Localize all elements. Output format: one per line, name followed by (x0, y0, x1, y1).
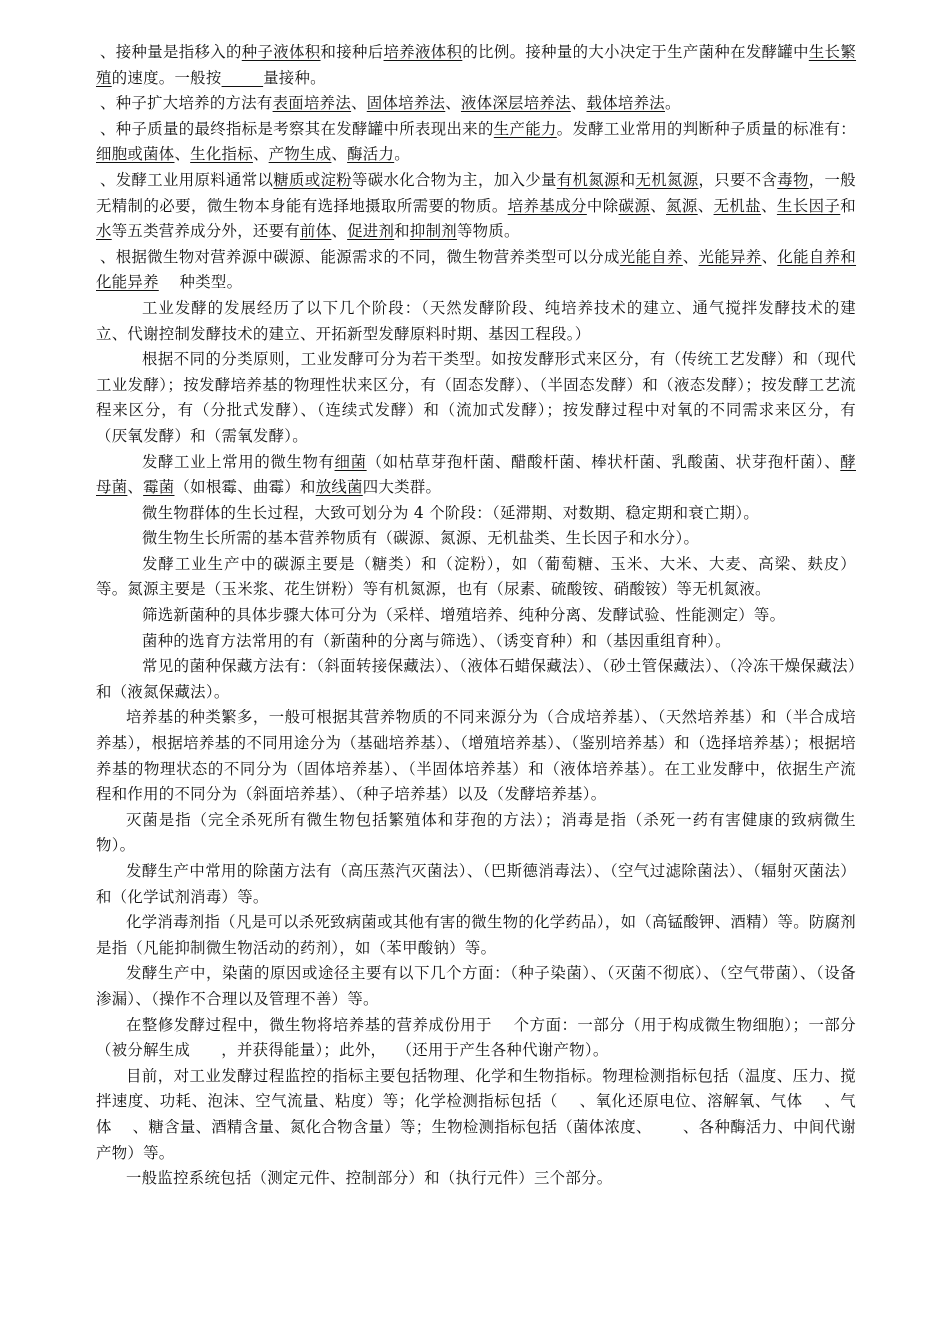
paragraph (96, 501, 856, 527)
paragraph-text: 的速度。一般按 (111, 68, 222, 87)
underlined-answer: 光能自养 (619, 247, 683, 266)
paragraph (96, 705, 856, 807)
underlined-answer: 生长繁殖 (96, 43, 857, 87)
underlined-answer: 化能自养和化能异养 (96, 247, 857, 292)
paragraph (96, 117, 856, 168)
paragraph-text: 、 (252, 145, 269, 164)
paragraph-text: 。 (394, 145, 410, 164)
paragraph-text: ，只要不含 (698, 170, 778, 189)
underlined-answer: 种子液体积 (241, 43, 321, 61)
underlined-answer: 糖质或淀粉 (273, 170, 352, 189)
paragraph-text: 在整修发酵过程中，微生物将培养基的营养成份用于 个方面：一部分（用于构成微生物细胞）；一部分（被分解生成 ，并获得能量）；此外， （还用于产生各种代谢产物）。 (96, 1015, 856, 1060)
paragraph-text: 、接种量是指移入的 (100, 43, 242, 61)
paragraph-text: 发酵工业上常用的微生物有 (142, 452, 335, 471)
paragraph-text: 和接种后 (320, 43, 384, 61)
paragraph (96, 654, 856, 705)
paragraph (96, 1064, 856, 1166)
paragraph-text: 、 (650, 196, 667, 215)
paragraph-text: 常见的菌种保藏方法有：（斜面转接保藏法）、（液体石蜡保藏法）、（砂土管保藏法）、（冷冻干燥保藏法）和（液氮保藏法）。 (96, 657, 856, 701)
underlined-answer: 产物生成 (268, 145, 332, 164)
paragraph-text: 一般监控系统包括（测定元件、控制部分）和（执行元件）三个部分。 (126, 1169, 613, 1188)
paragraph-text: 、 (331, 145, 348, 164)
underlined-answer: 碳源 (618, 196, 651, 215)
underlined-answer: 液体深层培养法 (460, 94, 571, 113)
underlined-answer: 培养基成分 (507, 196, 587, 215)
paragraph (96, 347, 856, 449)
underlined-answer: 氮源 (666, 196, 698, 215)
paragraph-text: 、 (761, 247, 778, 266)
underlined-answer: 无机盐 (713, 196, 762, 215)
paragraph (96, 91, 856, 117)
underlined-answer: 生产能力 (493, 119, 557, 138)
paragraph-text: 四大类群。 (362, 478, 442, 497)
paragraph-text: 的比例。接种量的大小决定于生产菌种在发酵罐中 (462, 43, 809, 61)
paragraph (96, 910, 856, 961)
paragraph-text: 。 (664, 94, 681, 113)
underlined-answer: 促进剂 (347, 222, 395, 241)
underlined-answer: 抑制剂 (409, 222, 457, 241)
paragraph-text: 发酵生产中常用的除菌方法有（高压蒸汽灭菌法）、（巴斯德消毒法）、（空气过滤除菌法）、（辐射灭菌法）和（化学试剂消毒）等。 (96, 862, 856, 906)
underlined-answer: 生化指标 (190, 145, 253, 164)
paragraph-text: 培养基的种类繁多，一般可根据其营养物质的不同来源分为（合成培养基）、（天然培养基）和（半合成培养基），根据培养基的不同用途分为（基础培养基）、（增殖培养基）、（鉴别培养基）和（选择培养基）；根据培养基的物理状态的不同分为（固体培养基）、（半固体培养基）和（液体培养基）。在工业发酵中，依据生产流程和作用的不同分为（斜面培养基）、（种子培养基）以及（发酵培养基）。 (96, 708, 856, 804)
paragraph (96, 450, 856, 501)
paragraph-text: 灭菌是指（完全杀死所有微生物包括繁殖体和芽孢的方法）；消毒是指（杀死一药有害健康的致病微生物）。 (96, 810, 856, 855)
paragraph-text: （如枯草芽孢杆菌、醋酸杆菌、棒状杆菌、乳酸菌、状芽孢杆菌）、 (366, 452, 841, 471)
paragraph-text: 。发酵工业常用的判断种子质量的标准有： (556, 119, 857, 138)
underlined-answer: 前体 (300, 222, 332, 241)
paragraph-text: （如根霉、曲霉）和 (174, 478, 316, 497)
paragraph-text: 、 (127, 478, 144, 497)
paragraph-text: 和 (619, 170, 636, 189)
underlined-answer: 霉菌 (143, 478, 175, 497)
paragraph-text: 工业发酵的发展经历了以下几个阶段：（天然发酵阶段、纯培养技术的建立、通气搅拌发酵技术的建立、代谢控制发酵技术的建立、开拓新型发酵原料时期、基因工程段。） (96, 298, 856, 343)
paragraph-text: 等五类营养成分外，还要有 (111, 222, 300, 241)
paragraph (96, 808, 856, 859)
underlined-answer: 固体培养法 (366, 94, 446, 113)
paragraph (96, 168, 856, 245)
paragraph (96, 40, 856, 91)
underlined-answer: 生长因子 (776, 196, 841, 215)
paragraph-text: 、种子质量的最终指标是考察其在发酵罐中所表现出来的 (100, 119, 494, 138)
paragraph-text: 化学消毒剂指（凡是可以杀死致病菌或其他有害的微生物的化学药品），如（高锰酸钾、酒精）等。防腐剂是指（凡能抑制微生物活动的药剂），如（苯甲酸钠）等。 (96, 913, 856, 957)
paragraph-text: 、 (331, 222, 348, 241)
paragraph-text: 、 (761, 196, 777, 215)
paragraph-text: 菌种的选育方法常用的有（新菌种的分离与筛选）、（诱变育种）和（基因重组育种）。 (142, 631, 731, 650)
paragraph-text: 、 (570, 94, 587, 113)
underlined-answer: 光能异养 (698, 247, 762, 266)
underlined-answer: 放线菌 (315, 478, 363, 497)
paragraph-text: 、种子扩大培养的方法有 (100, 94, 273, 113)
paragraph-text: 和 (840, 196, 856, 215)
underlined-answer: 酶活力 (347, 145, 395, 164)
paragraph (96, 859, 856, 910)
underlined-answer: 有机氮源 (556, 170, 620, 189)
underlined-answer: 细胞或菌体 (96, 145, 175, 164)
paragraph (96, 629, 856, 655)
paragraph-text: 中除 (586, 196, 619, 215)
paragraph (96, 245, 856, 296)
paragraph-text: 、 (445, 94, 461, 113)
paragraph (96, 526, 856, 552)
underlined-answer: 培养液体积 (383, 43, 463, 61)
paragraph-text: 等物质。 (456, 222, 520, 241)
underlined-answer (222, 69, 264, 87)
paragraph-text: 筛选新菌种的具体步骤大体可分为（采样、增殖培养、纯种分离、发酵试验、性能测定）等。 (142, 606, 786, 625)
paragraph (96, 1013, 856, 1064)
paragraph-text: 种类型。 (158, 273, 243, 292)
paragraph-text: 量接种。 (263, 68, 326, 87)
document-page (96, 40, 856, 1192)
paragraph-text: 、根据微生物对营养源中碳源、能源需求的不同，微生物营养类型可以分成 (100, 247, 620, 266)
paragraph (96, 603, 856, 629)
paragraph-text: 发酵生产中，染菌的原因或途径主要有以下几个方面：（种子染菌）、（灭菌不彻底）、（空气带菌）、（设备渗漏）、（操作不合理以及管理不善）等。 (96, 964, 856, 1008)
underlined-answer: 细菌 (334, 452, 367, 471)
paragraph-text: 根据不同的分类原则，工业发酵可分为若干类型。如按发酵形式来区分，有（传统工艺发酵）和（现代工业发酵）；按发酵培养基的物理性状来区分，有（固态发酵）、（半固态发酵）和（液态发酵）；按发酵工艺流程来区分，有（分批式发酵）、（连续式发酵）和（流加式发酵）；按发酵过程中对氧的不同需求来区分，有（厌氧发酵）和（需氧发酵）。 (96, 350, 856, 445)
underlined-answer: 酵母菌 (96, 452, 856, 497)
paragraph (96, 961, 856, 1012)
underlined-answer: 毒物 (777, 170, 809, 189)
paragraph-text: 目前，对工业发酵过程监控的指标主要包括物理、化学和生物指标。物理检测指标包括（温度、压力、搅拌速度、功耗、泡沫、空气流量、粘度）等；化学检测指标包括（ 、氧化还原电位、溶解氧、气体 、气体 、糖含量、酒精含量、氮化合物含量）等；生物检测指标包括（菌体浓度、 、各种酶活力、中间代谢产物）等。 (96, 1066, 856, 1162)
underlined-answer: 水 (96, 222, 112, 241)
paragraph (96, 1166, 856, 1192)
paragraph-text: 等碳水化合物为主，加入少量 (352, 170, 557, 189)
underlined-answer: 载体培养法 (586, 94, 665, 113)
paragraph (96, 296, 856, 347)
paragraph-text: 、 (174, 145, 191, 164)
paragraph-text: 、发酵工业用原料通常以 (100, 170, 274, 189)
paragraph-text: ，一般无精制的必要，微生物本身能有选择地摄取所需要的物质。 (96, 170, 856, 215)
paragraph-text: 和 (394, 222, 410, 241)
paragraph-text: 微生物生长所需的基本营养物质有（碳源、氮源、无机盐类、生长因子和水分）。 (142, 529, 700, 548)
paragraph (96, 552, 856, 603)
paragraph-text: 、 (697, 196, 714, 215)
paragraph-text: 微生物群体的生长过程，大致可划分为 4 个阶段：（延滞期、对数期、稳定期和衰亡期）。 (142, 503, 760, 522)
paragraph-text: 、 (682, 247, 699, 266)
paragraph-text: 、 (351, 94, 367, 113)
underlined-answer: 表面培养法 (272, 94, 352, 113)
paragraph-text: 发酵工业生产中的碳源主要是（糖类）和（淀粉），如（葡萄糖、玉米、大米、大麦、高梁、麸皮）等。氮源主要是（玉米浆、花生饼粉）等有机氮源，也有（尿素、硫酸铵、硝酸铵）等无机氮液。 (96, 554, 856, 599)
underlined-answer: 无机氮源 (635, 170, 699, 189)
